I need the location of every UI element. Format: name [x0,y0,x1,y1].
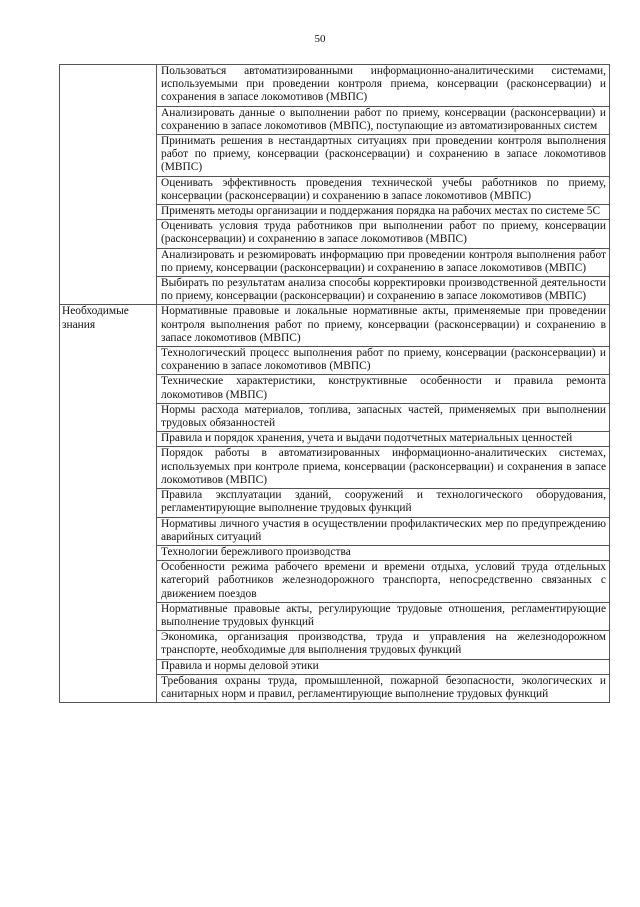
requirement-item: Особенности режима рабочего времени и времени отдыха, условий труда отдельных категорий работников железнодорожного транспорта, непосредственно связанных с движением поездов [157,561,610,603]
requirement-item: Оценивать эффективность проведения технической учебы работников по приему, консервации (расконсервации) и сохранению в запасе локомотивов (МВПС) [157,176,610,204]
requirement-item: Технические характеристики, конструктивные особенности и правила ремонта локомотивов (МВПС) [157,375,610,403]
requirement-item: Требования охраны труда, промышленной, пожарной безопасности, экологических и санитарных норм и правил, регламентирующие выполнение трудовых функций [157,674,610,702]
requirement-item: Применять методы организации и поддержания порядка на рабочих местах по системе 5С [157,205,610,220]
table-row [60,305,610,347]
requirements-table [59,64,610,703]
table-row [60,65,610,107]
requirement-item: Анализировать данные о выполнении работ по приему, консервации (расконсервации) и сохранению в запасе локомотивов (МВПС), поступающие из автоматизированных систем [157,106,610,134]
requirement-item: Нормы расхода материалов, топлива, запасных частей, применяемых при выполнении трудовых обязанностей [157,403,610,431]
requirement-item: Правила и порядок хранения, учета и выдачи подотчетных материальных ценностей [157,432,610,447]
requirement-item: Технологический процесс выполнения работ по приему, консервации (расконсервации) и сохранению в запасе локомотивов (МВПС) [157,347,610,375]
requirement-item: Нормативные правовые акты, регулирующие трудовые отношения, регламентирующие выполнение трудовых функций [157,602,610,630]
section-label-knowledge: Необходимые знания [60,305,157,703]
requirement-item: Оценивать условия труда работников при выполнении работ по приему, консервации (расконсервации) и сохранению в запасе локомотивов (МВПС) [157,220,610,248]
requirement-item: Принимать решения в нестандартных ситуациях при проведении контроля выполнения работ по приему, консервации (расконсервации) и сохранению в запасе локомотивов (МВПС) [157,135,610,177]
page-number: 50 [314,33,326,45]
requirement-item: Порядок работы в автоматизированных информационно-аналитических системах, используемых при контроле приема, консервации (расконсервации) и сохранения в запасе локомотивов (МВПС) [157,447,610,489]
requirement-item: Правила эксплуатации зданий, сооружений и технологического оборудования, регламентирующие выполнение трудовых функций [157,489,610,517]
requirement-item: Экономика, организация производства, труда и управления на железнодорожном транспорте, необходимые для выполнения трудовых функций [157,631,610,659]
requirement-item: Правила и нормы деловой этики [157,659,610,674]
requirements-table-body [60,65,610,703]
requirement-item: Пользоваться автоматизированными информационно-аналитическими системами, используемыми при проведении контроля приема, консервации (расконсервации) и сохранения в запасе локомотивов (МВПС) [157,65,610,107]
section-label-empty [60,65,157,305]
requirement-item: Выбирать по результатам анализа способы корректировки производственной деятельности по приему, консервации (расконсервации) и сохранению в запасе локомотивов (МВПС) [157,277,610,305]
requirement-item: Анализировать и резюмировать информацию при проведении контроля выполнения работ по приему, консервации (расконсервации) и сохранению в запасе локомотивов (МВПС) [157,248,610,276]
requirement-item: Нормативные правовые и локальные нормативные акты, применяемые при проведении контроля выполнения работ по приему, консервации (расконсервации) и сохранению в запасе локомотивов (МВПС) [157,305,610,347]
requirement-item: Нормативы личного участия в осуществлении профилактических мер по предупреждению аварийных ситуаций [157,517,610,545]
requirement-item: Технологии бережливого производства [157,545,610,560]
